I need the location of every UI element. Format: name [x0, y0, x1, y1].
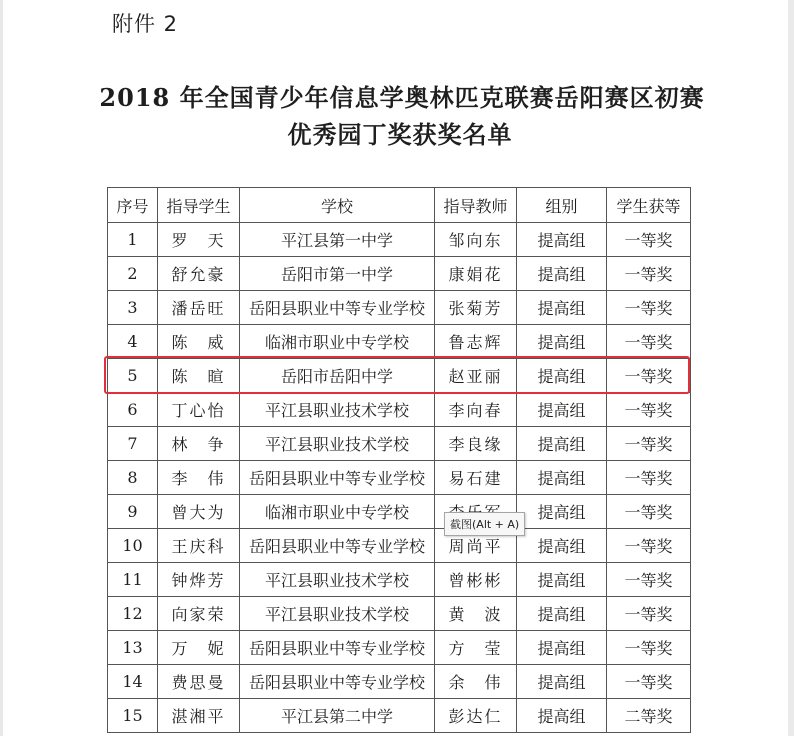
row-index: 5 [108, 359, 158, 393]
student-name: 曾大为 [158, 495, 240, 529]
group-name: 提高组 [517, 597, 607, 631]
group-name: 提高组 [517, 257, 607, 291]
school-name: 岳阳县职业中等专业学校 [240, 631, 435, 665]
teacher-name: 张菊芳 [435, 291, 517, 325]
row-index: 7 [108, 427, 158, 461]
teacher-name: 赵亚丽 [435, 359, 517, 393]
teacher-name: 李良缘 [435, 427, 517, 461]
header-award: 学生获等 [607, 188, 691, 223]
teacher-name: 方 莹 [435, 631, 517, 665]
student-name: 王庆科 [158, 529, 240, 563]
award-level: 一等奖 [607, 257, 691, 291]
school-name: 平江县职业技术学校 [240, 597, 435, 631]
table-row [108, 291, 691, 325]
table-row [108, 699, 691, 733]
table-row [108, 529, 691, 563]
student-name: 陈 暄 [158, 359, 240, 393]
row-index: 1 [108, 223, 158, 257]
teacher-name: 鲁志辉 [435, 325, 517, 359]
document-subtitle: 优秀园丁奖获奖名单 [287, 120, 513, 149]
teacher-name: 黄 波 [435, 597, 517, 631]
award-level: 一等奖 [607, 461, 691, 495]
student-name: 湛湘平 [158, 699, 240, 733]
group-name: 提高组 [517, 665, 607, 699]
table-row [108, 563, 691, 597]
teacher-name: 周尚平 [435, 529, 517, 563]
award-level: 一等奖 [607, 427, 691, 461]
award-table [107, 187, 691, 733]
row-index: 12 [108, 597, 158, 631]
row-index: 11 [108, 563, 158, 597]
award-level: 一等奖 [607, 393, 691, 427]
group-name: 提高组 [517, 699, 607, 733]
student-name: 潘岳旺 [158, 291, 240, 325]
row-index: 9 [108, 495, 158, 529]
table-row [108, 359, 691, 393]
group-name: 提高组 [517, 291, 607, 325]
group-name: 提高组 [517, 563, 607, 597]
row-index: 15 [108, 699, 158, 733]
award-level: 一等奖 [607, 359, 691, 393]
group-name: 提高组 [517, 325, 607, 359]
award-level: 一等奖 [607, 563, 691, 597]
student-name: 向家荣 [158, 597, 240, 631]
teacher-name: 易石建 [435, 461, 517, 495]
group-name: 提高组 [517, 495, 607, 529]
table-row [108, 461, 691, 495]
table-header-row [108, 188, 691, 223]
header-student: 指导学生 [158, 188, 240, 223]
teacher-name: 余 伟 [435, 665, 517, 699]
header-group: 组别 [517, 188, 607, 223]
row-index: 14 [108, 665, 158, 699]
table-row [108, 597, 691, 631]
school-name: 临湘市职业中专学校 [240, 325, 435, 359]
table-row [108, 223, 691, 257]
award-level: 一等奖 [607, 631, 691, 665]
header-index: 序号 [108, 188, 158, 223]
page-edge-left [0, 0, 3, 736]
table-row [108, 631, 691, 665]
school-name: 岳阳县职业中等专业学校 [240, 291, 435, 325]
teacher-name: 李向春 [435, 393, 517, 427]
table-row [108, 393, 691, 427]
school-name: 岳阳市岳阳中学 [240, 359, 435, 393]
school-name: 岳阳县职业中等专业学校 [240, 461, 435, 495]
table-row [108, 257, 691, 291]
school-name: 平江县职业技术学校 [240, 393, 435, 427]
header-school: 学校 [240, 188, 435, 223]
group-name: 提高组 [517, 529, 607, 563]
row-index: 3 [108, 291, 158, 325]
school-name: 岳阳市第一中学 [240, 257, 435, 291]
student-name: 李 伟 [158, 461, 240, 495]
student-name: 舒允豪 [158, 257, 240, 291]
student-name: 罗 天 [158, 223, 240, 257]
school-name: 临湘市职业中专学校 [240, 495, 435, 529]
award-level: 一等奖 [607, 665, 691, 699]
student-name: 万 妮 [158, 631, 240, 665]
group-name: 提高组 [517, 223, 607, 257]
header-teacher: 指导教师 [435, 188, 517, 223]
teacher-name: 曾彬彬 [435, 563, 517, 597]
table-row [108, 665, 691, 699]
row-index: 10 [108, 529, 158, 563]
award-level: 一等奖 [607, 223, 691, 257]
table-row [108, 495, 691, 529]
school-name: 岳阳县职业中等专业学校 [240, 529, 435, 563]
student-name: 林 争 [158, 427, 240, 461]
attachment-label: 附件 2 [112, 12, 179, 36]
row-index: 13 [108, 631, 158, 665]
school-name: 平江县第一中学 [240, 223, 435, 257]
school-name: 平江县职业技术学校 [240, 427, 435, 461]
row-index: 2 [108, 257, 158, 291]
student-name: 陈 威 [158, 325, 240, 359]
award-level: 二等奖 [607, 699, 691, 733]
table-row [108, 427, 691, 461]
group-name: 提高组 [517, 359, 607, 393]
teacher-name: 康娟花 [435, 257, 517, 291]
group-name: 提高组 [517, 461, 607, 495]
award-level: 一等奖 [607, 291, 691, 325]
group-name: 提高组 [517, 631, 607, 665]
award-level: 一等奖 [607, 529, 691, 563]
group-name: 提高组 [517, 427, 607, 461]
student-name: 钟烨芳 [158, 563, 240, 597]
school-name: 平江县第二中学 [240, 699, 435, 733]
document-title: 2018 年全国青少年信息学奥林匹克联赛岳阳赛区初赛 [99, 83, 705, 112]
school-name: 平江县职业技术学校 [240, 563, 435, 597]
school-name: 岳阳县职业中等专业学校 [240, 665, 435, 699]
screenshot-tooltip: 截图(Alt + A) [444, 512, 525, 536]
teacher-name: 彭达仁 [435, 699, 517, 733]
student-name: 丁心怡 [158, 393, 240, 427]
row-index: 8 [108, 461, 158, 495]
teacher-name: 邹向东 [435, 223, 517, 257]
award-level: 一等奖 [607, 495, 691, 529]
student-name: 费思曼 [158, 665, 240, 699]
row-index: 6 [108, 393, 158, 427]
row-index: 4 [108, 325, 158, 359]
table-row [108, 325, 691, 359]
group-name: 提高组 [517, 393, 607, 427]
award-level: 一等奖 [607, 597, 691, 631]
award-level: 一等奖 [607, 325, 691, 359]
